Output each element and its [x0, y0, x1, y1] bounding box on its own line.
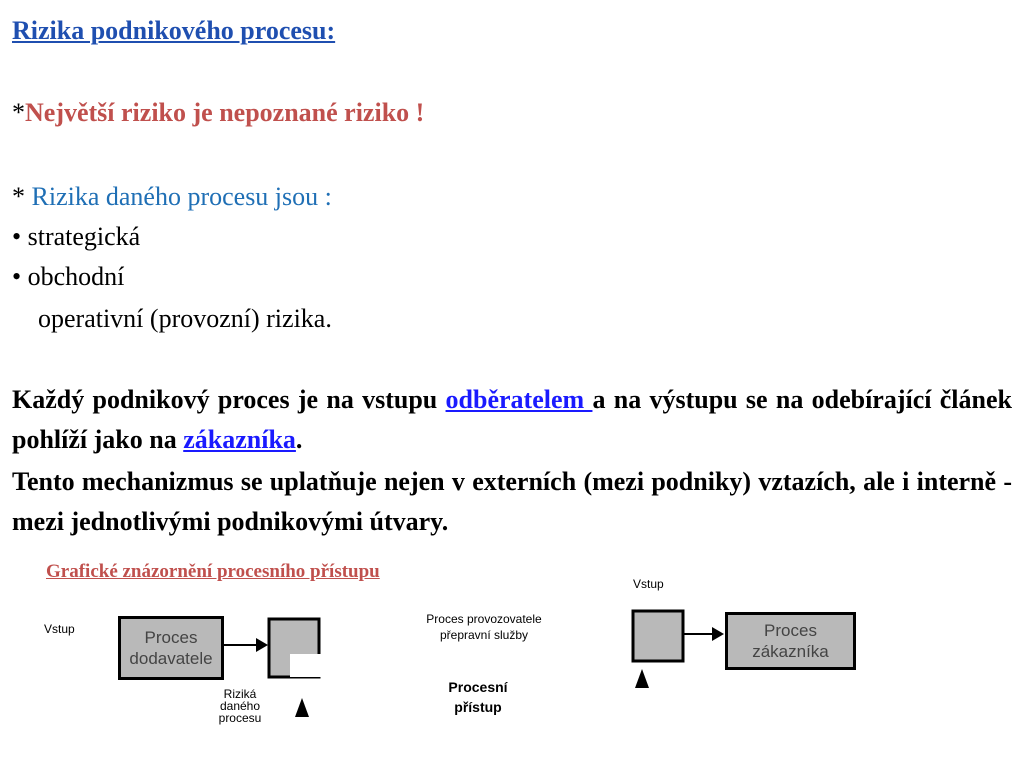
risks-intro-star: *	[12, 182, 32, 211]
right-flow-graphic	[630, 606, 730, 698]
link-zakaznika[interactable]: zákazníka	[183, 425, 296, 454]
link-odberatelem[interactable]: odběratelem	[445, 385, 593, 414]
paragraph-process-customer	[12, 380, 1012, 460]
left-input-label: Vstup	[44, 622, 75, 636]
middle-top-label: Proces provozovatele přepravní služby	[426, 612, 542, 642]
risk-item-business: • obchodní	[12, 262, 125, 291]
risks-intro-text: Rizika daného procesu jsou :	[31, 182, 332, 211]
customer-box-line2: zákazníka	[752, 642, 829, 661]
risks-intro	[12, 182, 332, 212]
supplier-box-line2: dodavatele	[129, 649, 213, 668]
customer-process-box	[725, 612, 856, 670]
supplier-box-line1: Proces	[144, 628, 198, 647]
risk-statement-text: Největší riziko je nepoznané riziko !	[25, 98, 425, 127]
paragraph-mechanism: Tento mechanizmus se uplatňuje nejen v externích (mezi podniky) vztazích, ale i interně - mezi jednotlivými podnikovými útvary.	[12, 467, 1012, 536]
risk-statement	[12, 98, 424, 128]
right-arrow-head	[712, 627, 724, 641]
middle-bottom-label: Procesní přístup	[448, 679, 508, 715]
left-risk-label: Riziká daného procesu	[218, 687, 262, 725]
left-risk-triangle	[295, 698, 309, 717]
diagram-caption: Grafické znázornění procesního přístupu	[46, 561, 380, 582]
right-input-box	[633, 611, 683, 661]
supplier-process-box	[118, 616, 224, 680]
paragraph1-text-a: Každý podnikový proces je na vstupu	[12, 385, 446, 414]
right-input-label: Vstup	[633, 577, 664, 591]
paragraph1-text-b: a na výstupu se na odebírající článek pohlíží jako na	[12, 385, 1012, 454]
risk-item-strategic: • strategická	[12, 222, 141, 251]
page-title: Rizika podnikového procesu:	[12, 16, 336, 45]
paragraph1-text-c: .	[295, 425, 303, 454]
risk-item-operational: operativní (provozní) rizika.	[38, 304, 332, 333]
customer-box-line1: Proces	[764, 621, 817, 640]
left-box-notch	[290, 654, 324, 677]
left-arrow-head	[256, 638, 268, 652]
right-risk-triangle	[635, 669, 649, 688]
risk-star: *	[12, 98, 25, 127]
